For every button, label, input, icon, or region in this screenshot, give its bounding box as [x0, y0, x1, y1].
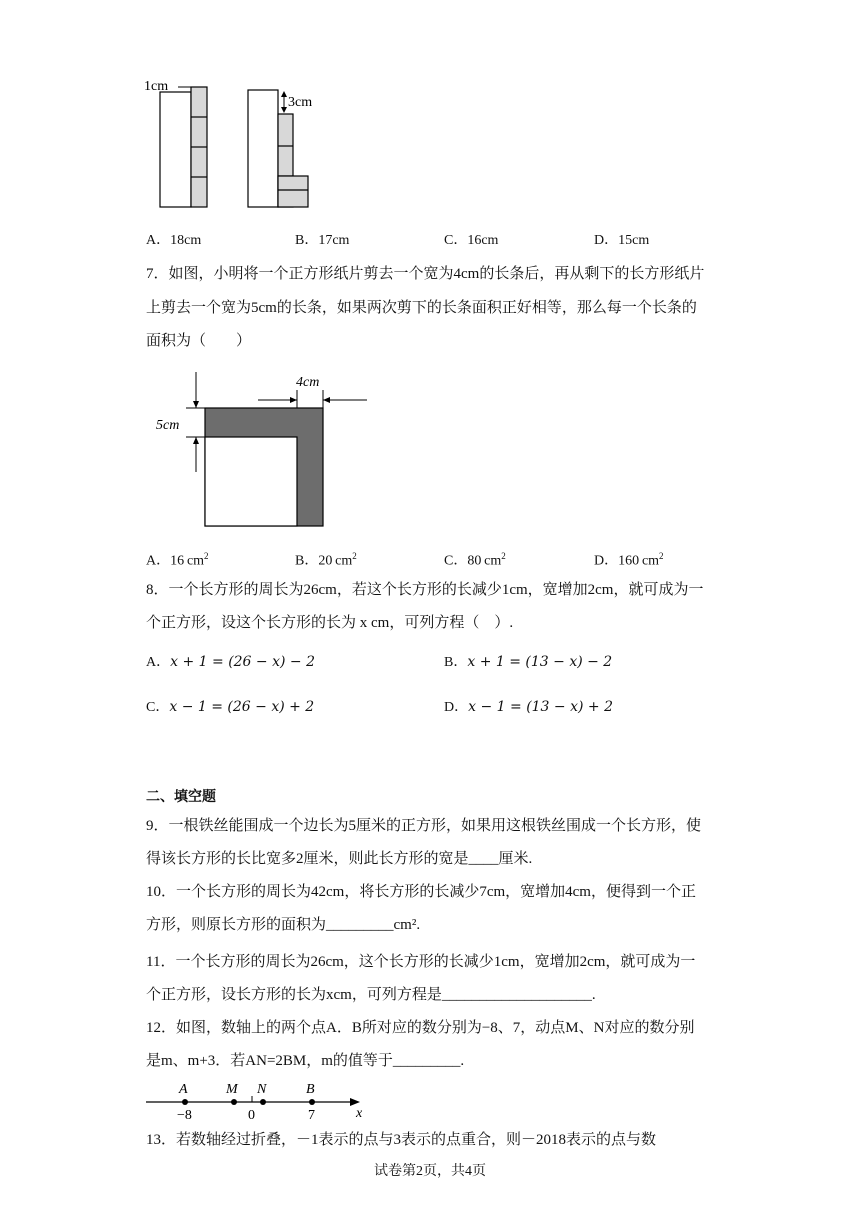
q7-option-c-value: 80 — [467, 553, 482, 569]
q8-line-2: 个正方形，设这个长方形的长为 x cm，可列方程（ ）. — [146, 615, 514, 631]
q12-point-m: M — [226, 1082, 238, 1097]
q7-option-c — [444, 546, 506, 572]
q12-line-2: 是m、m+3．若AN=2BM，m的值等于_________. — [146, 1053, 465, 1069]
q8-option-a-letter: A． — [146, 655, 171, 670]
q8-option-c-letter: C． — [146, 700, 170, 715]
q12-point-b: B — [306, 1082, 315, 1097]
q9-line-2: 得该长方形的长比宽多2厘米，则此长方形的宽是____厘米. — [146, 851, 533, 867]
q12-tick-neg8: −8 — [177, 1108, 192, 1122]
q13-line-1: 13．若数轴经过折叠，－1表示的点与3表示的点重合，则－2018表示的点与数 — [146, 1132, 657, 1148]
q7-option-d-letter: D． — [594, 553, 619, 569]
q10-line-1: 10．一个长方形的周长为42cm，将长方形的长减少7cm，宽增加4cm，便得到一个正 — [146, 884, 696, 900]
q7-label-5cm: 5cm — [156, 418, 180, 433]
q7-figure — [150, 368, 380, 533]
q7-option-b — [295, 546, 357, 572]
q12-number-line — [140, 1076, 380, 1122]
q12-line-1: 12．如图，数轴上的两个点A．B所对应的数分别为−8、7，动点M、N对应的数分别 — [146, 1020, 695, 1036]
q7-option-d-value: 160 — [618, 553, 640, 569]
q9-line-1: 9．一根铁丝能围成一个边长为5厘米的正方形，如果用这根铁丝围成一个长方形，使 — [146, 818, 702, 834]
q7-option-d — [594, 546, 664, 572]
q7-label-4cm: 4cm — [296, 375, 320, 390]
q12-tick-7: 7 — [308, 1108, 315, 1122]
q8-option-b-letter: B． — [444, 655, 468, 670]
q11-line-2: 个正方形，设长方形的长为xcm，可列方程是____________________. — [146, 987, 596, 1003]
q7-option-a — [146, 546, 209, 572]
q10-line-2: 方形，则原长方形的面积为_________cm². — [146, 917, 421, 933]
q8-option-c — [146, 697, 314, 718]
q7-option-c-sup: 2 — [501, 551, 506, 561]
q8-line-1: 8．一个长方形的周长为26cm，若这个长方形的长减少1cm，宽增加2cm，就可成为一 — [146, 582, 704, 598]
q7-option-d-unit: cm — [641, 553, 660, 569]
q6-option-a: A．18cm — [146, 233, 202, 248]
q12-tick-0: 0 — [248, 1108, 255, 1122]
q7-option-d-sup: 2 — [659, 551, 664, 561]
q7-option-b-letter: B． — [295, 553, 319, 569]
q6-figure — [140, 76, 330, 211]
q6-label-1cm: 1cm — [144, 79, 169, 94]
q7-option-a-unit: cm — [186, 553, 205, 569]
q8-option-c-equation: x − 1 = (26 − x) + 2 — [169, 699, 315, 715]
q7-line-2: 上剪去一个宽为5cm的长条，如果两次剪下的长条面积正好相等，那么每一个长条的 — [146, 300, 697, 316]
q7-option-b-unit: cm — [335, 553, 353, 569]
q12-axis-var: x — [356, 1106, 363, 1121]
q8-option-b — [444, 652, 612, 673]
q7-line-3: 面积为（ ） — [146, 333, 252, 349]
q8-option-a-equation: x + 1 = (26 − x) − 2 — [170, 654, 315, 670]
q6-option-d: D．15cm — [594, 233, 650, 248]
q8-option-d — [444, 697, 613, 718]
q11-line-1: 11．一个长方形的周长为26cm，这个长方形的长减少1cm，宽增加2cm，就可成为一 — [146, 954, 696, 970]
q7-option-a-sup: 2 — [204, 551, 209, 561]
q8-option-d-letter: D． — [444, 700, 469, 715]
q12-point-a: A — [179, 1082, 188, 1097]
q12-point-n: N — [257, 1082, 267, 1097]
q7-line-1: 7．如图，小明将一个正方形纸片剪去一个宽为4cm的长条后，再从剩下的长方形纸片 — [146, 266, 705, 282]
q7-option-a-value: 16 — [170, 553, 185, 569]
q7-option-b-value: 20 — [318, 553, 333, 569]
q7-option-c-letter: C． — [444, 553, 468, 569]
q7-option-b-sup: 2 — [352, 551, 357, 561]
q6-option-c: C．16cm — [444, 233, 499, 248]
q7-option-c-unit: cm — [484, 553, 502, 569]
q7-option-a-letter: A． — [146, 553, 171, 569]
q8-option-d-equation: x − 1 = (13 − x) + 2 — [468, 699, 613, 715]
section-2-title: 二、填空题 — [146, 789, 216, 805]
page-footer: 试卷第2页，共4页 — [374, 1164, 486, 1179]
q6-label-3cm: 3cm — [288, 95, 313, 110]
q8-option-b-equation: x + 1 = (13 − x) − 2 — [467, 654, 613, 670]
q6-option-b: B．17cm — [295, 233, 350, 248]
q8-option-a — [146, 652, 315, 673]
